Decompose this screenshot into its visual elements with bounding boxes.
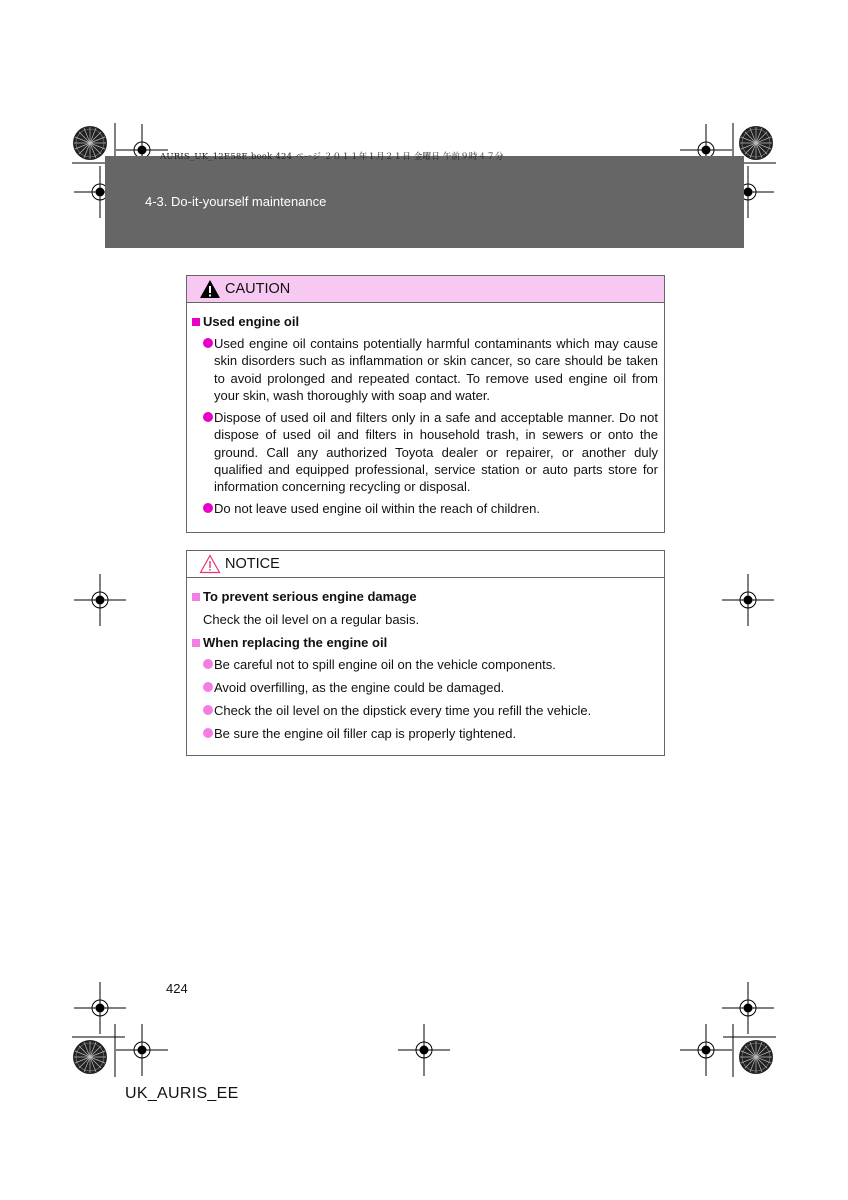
bullet-icon: [203, 705, 213, 715]
list-item: Avoid overfilling, as the engine could be damaged.: [203, 679, 658, 696]
caution-header: [187, 276, 664, 303]
list-item: Check the oil level on the dipstick every time you refill the vehicle.: [203, 702, 658, 719]
notice-section-title-2: [192, 635, 387, 650]
notice-section-text-1: To prevent serious engine damage: [203, 589, 417, 604]
list-item: Do not leave used engine oil within the reach of children.: [203, 500, 658, 517]
warning-icon: [199, 279, 221, 299]
bullet-icon: [203, 682, 213, 692]
list-item: Be careful not to spill engine oil on the vehicle components.: [203, 656, 658, 673]
list-item: Be sure the engine oil filler cap is properly tightened.: [203, 725, 658, 742]
section-header-bar: [105, 156, 744, 248]
notice-label: NOTICE: [225, 556, 280, 572]
caution-section-text: Used engine oil: [203, 314, 300, 329]
page-number: 424: [166, 981, 188, 996]
caution-section-title: [192, 314, 299, 329]
section-title: 4-3. Do-it-yourself maintenance: [145, 194, 327, 209]
square-bullet-icon: [192, 318, 200, 326]
caution-label: CAUTION: [225, 281, 291, 297]
print-metadata: AURIS_UK_12E58E.book 424 ページ ２０１１年１月２１日 金曜日 午前９時４７分: [160, 152, 504, 162]
list-item: Used engine oil contains potentially harmful contaminants which may cause skin disorders such as inflammation or skin cancer, so care should be taken to avoid prolonged and repeated contact. To remove used engine oil from your skin, wash thoroughly with soap and water.: [203, 335, 658, 404]
bullet-icon: [203, 659, 213, 669]
notice-section-body: Check the oil level on a regular basis.: [203, 612, 420, 627]
bullet-icon: [203, 728, 213, 738]
square-bullet-icon: [192, 593, 200, 601]
notice-warning-icon: [199, 554, 221, 574]
notice-box: [186, 550, 665, 756]
notice-section-title-1: [192, 589, 417, 604]
bullet-icon: [203, 412, 213, 422]
list-item: Dispose of used oil and filters only in a safe and acceptable manner. Do not dispose of used oil and filters in household trash, in sewers or onto the ground. Call any authorized Toyota dealer or repairer, or another duly qualified and equipped professional, service station or auto parts store for information concerning recycling or disposal.: [203, 409, 658, 495]
bullet-icon: [203, 338, 213, 348]
bullet-icon: [203, 503, 213, 513]
square-bullet-icon: [192, 639, 200, 647]
caution-box: [186, 275, 665, 533]
notice-header: [187, 551, 664, 578]
footer-code: UK_AURIS_EE: [125, 1085, 239, 1102]
notice-section-text-2: When replacing the engine oil: [203, 635, 388, 650]
